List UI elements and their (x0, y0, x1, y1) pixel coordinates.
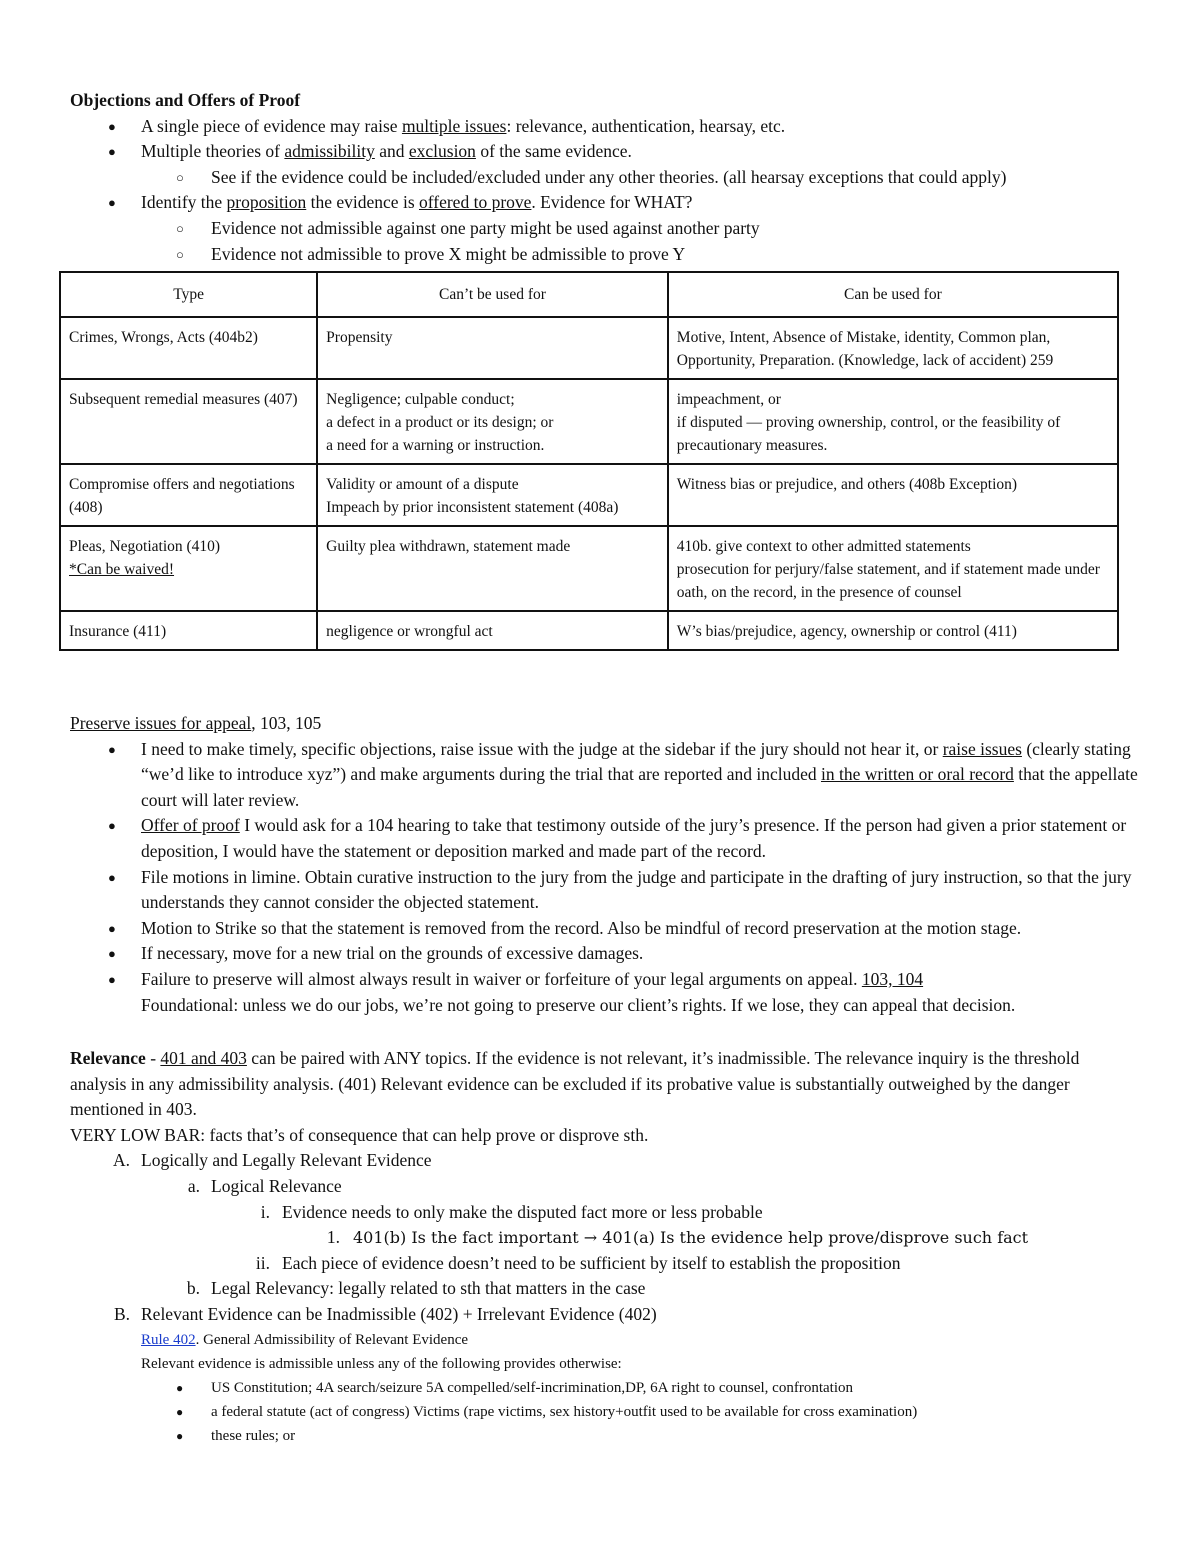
table-row (60, 526, 1118, 611)
table-header-row (60, 272, 1118, 317)
bullet-timely-objections: ● I need to make timely, specific objections, raise issue with the judge at the sidebar if the jury should not hear it, or raise issues (clearly stating “we’d like to introduce xyz”) and make arguments during the trial that are reported and included in the written or oral record that the appellate court will later review. (70, 737, 1140, 814)
evidence-rules-table (59, 271, 1119, 651)
preserve-issues-section (70, 711, 1140, 1018)
cell-cant: negligence or wrongful act (317, 611, 668, 650)
bullet-new-trial: ● If necessary, move for a new trial on the grounds of excessive damages. (70, 941, 1140, 967)
header-type: Type (60, 272, 317, 317)
rule-bullet-constitution: ● US Constitution; 4A search/seizure 5A compelled/self-incrimination,DP, 6A right to counsel, confrontation (70, 1376, 1130, 1400)
sub-bullet-prove-y: ○ Evidence not admissible to prove X might be admissible to prove Y (70, 242, 1130, 268)
bullet-failure-to-preserve: ● Failure to preserve will almost always result in waiver or forfeiture of your legal arguments on appeal. 103, 104 Foundational: unless we do our jobs, we’re not going to preserve our client’s rights. If we lose, they can appeal that decision. (70, 967, 1140, 1018)
cell-type: Insurance (411) (60, 611, 317, 650)
list-item: B. Relevant Evidence can be Inadmissible (402) + Irrelevant Evidence (402) (113, 1303, 657, 1324)
bullet-identify-proposition: ● Identify the proposition the evidence is offered to prove. Evidence for WHAT? (70, 190, 1130, 216)
list-item: i. Evidence needs to only make the disputed fact more or less probable (260, 1201, 763, 1222)
cell-cant: Validity or amount of a dispute Impeach by prior inconsistent statement (408a) (317, 464, 668, 526)
bullet-multiple-theories: ● Multiple theories of admissibility and exclusion of the same evidence. (70, 139, 1130, 165)
cell-can: W’s bias/prejudice, agency, ownership or control (411) (668, 611, 1118, 650)
objections-section (70, 88, 1130, 267)
cell-type: Subsequent remedial measures (407) (60, 379, 317, 464)
cell-can: Motive, Intent, Absence of Mistake, identity, Common plan, Opportunity, Preparation. (Knowledge, lack of accident) 259 (668, 317, 1118, 379)
rule-402-body: Relevant evidence is admissible unless any of the following provides otherwise: (141, 1355, 622, 1372)
list-item: ii. Each piece of evidence doesn’t need to be sufficient by itself to establish the proposition (255, 1252, 901, 1273)
cell-type: Pleas, Negotiation (410) *Can be waived! (60, 526, 317, 611)
low-bar-line: VERY LOW BAR: facts that’s of consequence that can help prove or disprove sth. (70, 1124, 649, 1145)
table-row (60, 379, 1118, 464)
cell-cant: Negligence; culpable conduct; a defect in a product or its design; or a need for a warning or instruction. (317, 379, 668, 464)
cell-can: impeachment, or if disputed — proving ownership, control, or the feasibility of precautionary measures. (668, 379, 1118, 464)
rule-bullet-statute: ● a federal statute (act of congress) Victims (rape victims, sex history+outfit used to be available for cross examination) (70, 1400, 1130, 1424)
rule-bullet-these-rules: ● these rules; or (70, 1424, 1130, 1448)
bullet-multiple-issues: ● A single piece of evidence may raise multiple issues: relevance, authentication, hearsay, etc. (70, 114, 1130, 140)
bullet-motions-in-limine: ● File motions in limine. Obtain curative instruction to the jury from the judge and participate in the drafting of jury instruction, so that the jury understands they cannot consider the objected statement. (70, 865, 1140, 916)
sub-bullet-other-theories: ○ See if the evidence could be included/excluded under any other theories. (all hearsay exceptions that could apply) (70, 165, 1130, 191)
rule-402-link[interactable]: Rule 402 (141, 1331, 196, 1348)
relevance-paragraph: Relevance - 401 and 403 can be paired with ANY topics. If the evidence is not relevant, it’s inadmissible. The relevance inquiry is the threshold analysis in any admissibility analysis. (401) Relevant evidence can be excluded if its probative value is substantially outweighed by the danger mentioned in 403. (70, 1048, 1080, 1120)
cell-can: Witness bias or prejudice, and others (408b Exception) (668, 464, 1118, 526)
table-row (60, 464, 1118, 526)
bullet-offer-of-proof: ● Offer of proof I would ask for a 104 hearing to take that testimony outside of the jury’s presence. If the person had given a prior statement or deposition, I would have the statement or deposition marked and made part of the record. (70, 813, 1140, 864)
header-can: Can be used for (668, 272, 1118, 317)
rule-402-heading: Rule 402. General Admissibility of Relevant Evidence (141, 1331, 469, 1348)
relevance-section (70, 1046, 1130, 1448)
waiver-note: *Can be waived! (69, 561, 175, 578)
list-item: a. Logical Relevance (187, 1175, 342, 1196)
list-item: A. Logically and Legally Relevant Evidence (112, 1150, 432, 1171)
cell-can: 410b. give context to other admitted statements prosecution for perjury/false statement, and if statement made under oath, on the record, in the presence of counsel (668, 526, 1118, 611)
cell-cant: Propensity (317, 317, 668, 379)
cell-type: Compromise offers and negotiations (408) (60, 464, 317, 526)
sub-bullet-another-party: ○ Evidence not admissible against one party might be used against another party (70, 216, 1130, 242)
bullet-motion-to-strike: ● Motion to Strike so that the statement is removed from the record. Also be mindful of record preservation at the motion stage. (70, 916, 1140, 942)
header-cant: Can’t be used for (317, 272, 668, 317)
preserve-heading: Preserve issues for appeal, 103, 105 (70, 713, 322, 733)
list-item: 1. 401(b) Is the fact important → 401(a) Is the evidence help prove/disprove such fact (326, 1227, 1029, 1248)
table-row (60, 317, 1118, 379)
cell-type: Crimes, Wrongs, Acts (404b2) (60, 317, 317, 379)
list-item: b. Legal Relevancy: legally related to sth that matters in the case (186, 1278, 646, 1299)
section-title: Objections and Offers of Proof (70, 90, 301, 110)
table-row (60, 611, 1118, 650)
cell-cant: Guilty plea withdrawn, statement made (317, 526, 668, 611)
